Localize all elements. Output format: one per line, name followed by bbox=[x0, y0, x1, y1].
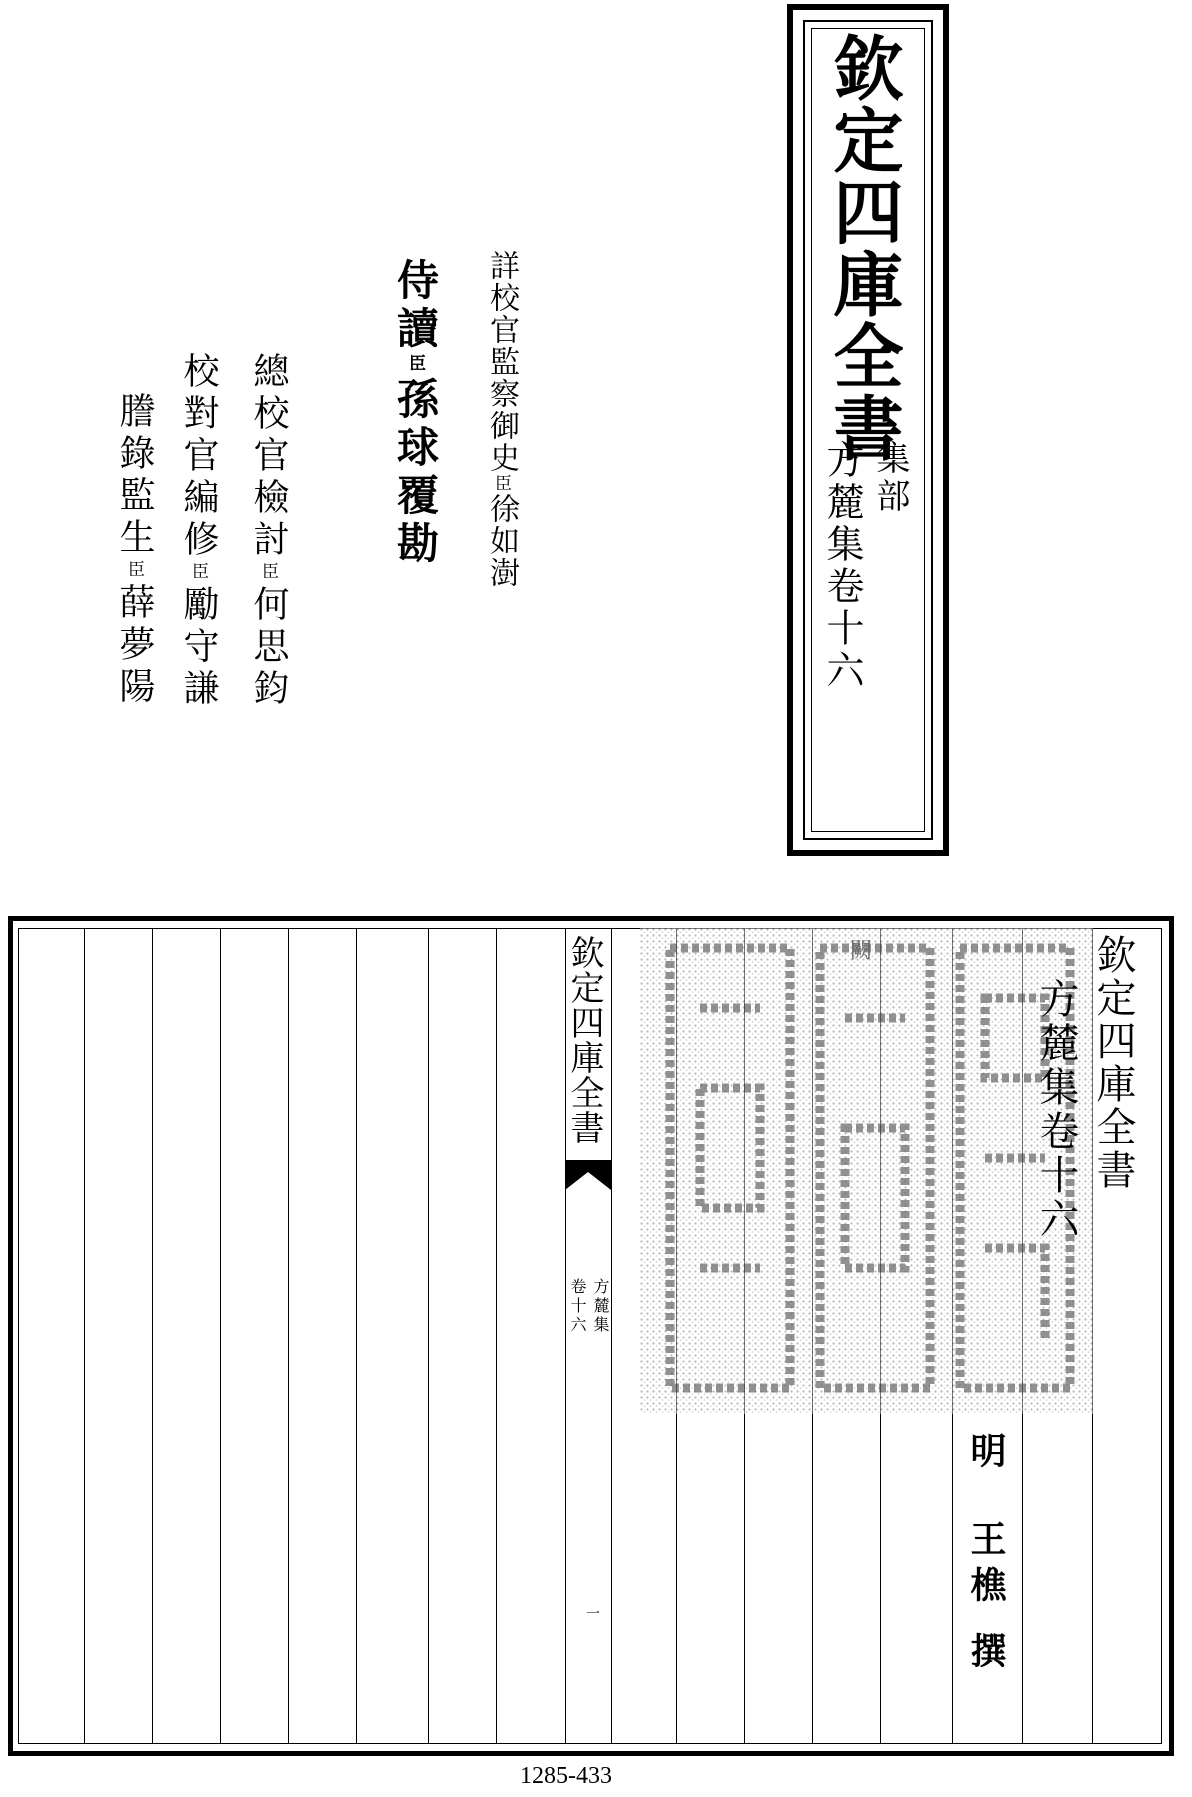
reviewer-title: 侍讀 bbox=[391, 258, 440, 354]
chief-collator-name: 何思鈞 bbox=[248, 585, 289, 711]
heart-page-number: 一 bbox=[584, 1606, 600, 1620]
footer-page-number: 1285-433 bbox=[520, 1763, 612, 1789]
proofreader-name: 勵守謙 bbox=[178, 585, 219, 711]
page-title: 欽定四庫全書 bbox=[1090, 934, 1136, 1192]
copyist-chen: 臣 bbox=[124, 560, 144, 583]
heart-title: 欽定四庫全書 bbox=[564, 935, 604, 1145]
author-dynasty: 明 bbox=[965, 1432, 1007, 1468]
column-rule bbox=[428, 928, 429, 1744]
cover-category: 集部 bbox=[870, 440, 910, 516]
chief-collator-credit bbox=[248, 352, 289, 711]
reviewer-credit bbox=[391, 258, 440, 569]
author-verb: 撰 bbox=[965, 1632, 1007, 1668]
column-rule bbox=[356, 928, 357, 1744]
chief-collator-title: 總校官檢討 bbox=[248, 352, 289, 562]
column-rule bbox=[496, 928, 497, 1744]
detail-collator-credit bbox=[484, 250, 519, 589]
seal-glyph: 闕 bbox=[850, 939, 873, 964]
copyist-credit bbox=[114, 392, 155, 709]
detail-collator-chen: 臣 bbox=[491, 474, 511, 493]
proofreader-chen: 臣 bbox=[188, 562, 208, 585]
cover-title: 欽定四庫全書 bbox=[822, 32, 905, 464]
chief-collator-chen: 臣 bbox=[258, 562, 278, 585]
reviewer-chen: 臣 bbox=[405, 354, 425, 377]
detail-collator-title: 詳校官監察御史 bbox=[484, 250, 519, 474]
heart-right-rule bbox=[611, 928, 612, 1744]
author-name: 王樵 bbox=[965, 1520, 1007, 1612]
proofreader-credit bbox=[178, 352, 219, 711]
column-rule bbox=[220, 928, 221, 1744]
column-rule bbox=[288, 928, 289, 1744]
copyist-title: 謄錄監生 bbox=[114, 392, 155, 560]
page-volume: 方麓集卷十六 bbox=[1033, 978, 1079, 1242]
detail-collator-name: 徐如澍 bbox=[484, 493, 519, 589]
heart-volume-line2: 卷十六 bbox=[568, 1278, 587, 1335]
fishtail-mark bbox=[565, 1160, 611, 1190]
copyist-name: 薛夢陽 bbox=[114, 583, 155, 709]
proofreader-title: 校對官編修 bbox=[178, 352, 219, 562]
column-rule bbox=[84, 928, 85, 1744]
reviewer-name: 孫球覆勘 bbox=[391, 377, 440, 569]
column-rule bbox=[152, 928, 153, 1744]
heart-volume-line1: 方麓集 bbox=[591, 1278, 610, 1335]
imperial-seal-stamp bbox=[640, 928, 1093, 1414]
cover-volume: 方麓集卷十六 bbox=[820, 440, 864, 692]
